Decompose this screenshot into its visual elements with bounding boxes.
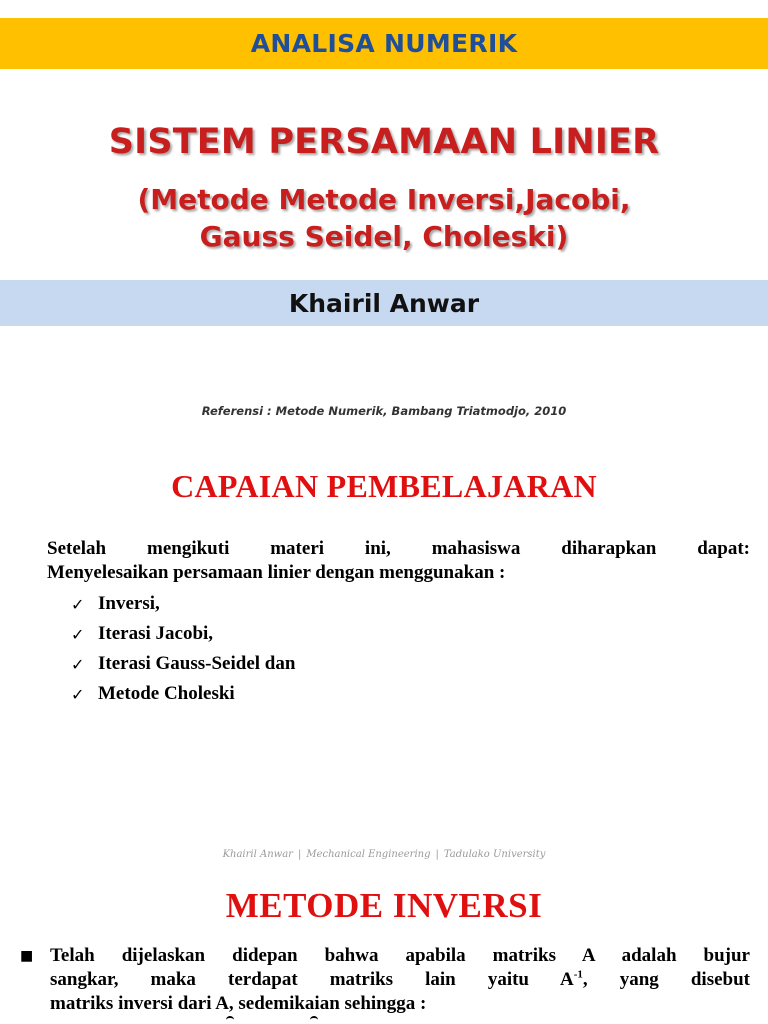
intro-line1: Setelah mengikuti materi ini, mahasiswa diharapkan dapat:: [47, 538, 750, 559]
check-icon: ✓: [71, 594, 85, 614]
inverse-superscript: -1: [573, 968, 583, 981]
footer-name: Khairil Anwar: [222, 849, 293, 860]
check-icon: ✓: [71, 654, 85, 674]
list-item-label: Metode Choleski: [98, 683, 235, 704]
inversion-line2-text: sangkar, maka terdapat matriks lain yaitu A: [50, 969, 574, 990]
slide-subtitle-line2: Gauss Seidel, Choleski): [199, 220, 569, 253]
list-item: [71, 679, 295, 709]
square-bullet-icon: ■: [20, 948, 34, 964]
check-icon: ✓: [71, 624, 85, 644]
learning-outcomes-intro: [47, 537, 750, 585]
course-title: ANALISA NUMERIK: [250, 29, 518, 58]
slide-title: SISTEM PERSAMAAN LINIER: [108, 122, 660, 162]
reference-note: Referensi : Metode Numerik, Bambang Triatmodjo, 2010: [201, 404, 567, 418]
cutoff-glyph: [226, 1016, 234, 1024]
footer-separator: |: [435, 849, 439, 860]
list-item-label: Iterasi Jacobi,: [98, 623, 214, 644]
intro-line2: Menyelesaikan persamaan linier dengan menggunakan :: [47, 562, 506, 583]
cutoff-glyph: [310, 1016, 318, 1024]
list-item: [71, 589, 295, 619]
inversion-heading: METODE INVERSI: [225, 886, 543, 925]
learning-outcomes-list: [71, 589, 295, 709]
inversion-line2-end: , yang disebut: [582, 969, 750, 990]
learning-outcomes-heading: CAPAIAN PEMBELAJARAN: [171, 468, 597, 504]
list-item-label: Inversi,: [98, 593, 160, 614]
footer-department: Mechanical Engineering: [306, 849, 431, 860]
list-item: [71, 649, 295, 679]
check-icon: ✓: [71, 684, 85, 704]
list-item: [71, 619, 295, 649]
list-item-label: Iterasi Gauss-Seidel dan: [98, 653, 296, 674]
footer-separator: |: [297, 849, 302, 860]
inversion-line2: [50, 968, 750, 992]
slide-subtitle-line1: (Metode Metode Inversi,Jacobi,: [137, 183, 631, 216]
footer-credit: [0, 849, 768, 860]
inversion-paragraph: [20, 944, 750, 1016]
footer-university: Tadulako University: [443, 849, 546, 860]
author-band: [0, 280, 768, 326]
top-banner: [0, 18, 768, 69]
inversion-line1: Telah dijelaskan didepan bahwa apabila matriks A adalah bujur: [50, 945, 750, 966]
inversion-line3: matriks inversi dari A, sedemikaian sehingga :: [50, 993, 427, 1014]
author-name: Khairil Anwar: [288, 288, 480, 318]
